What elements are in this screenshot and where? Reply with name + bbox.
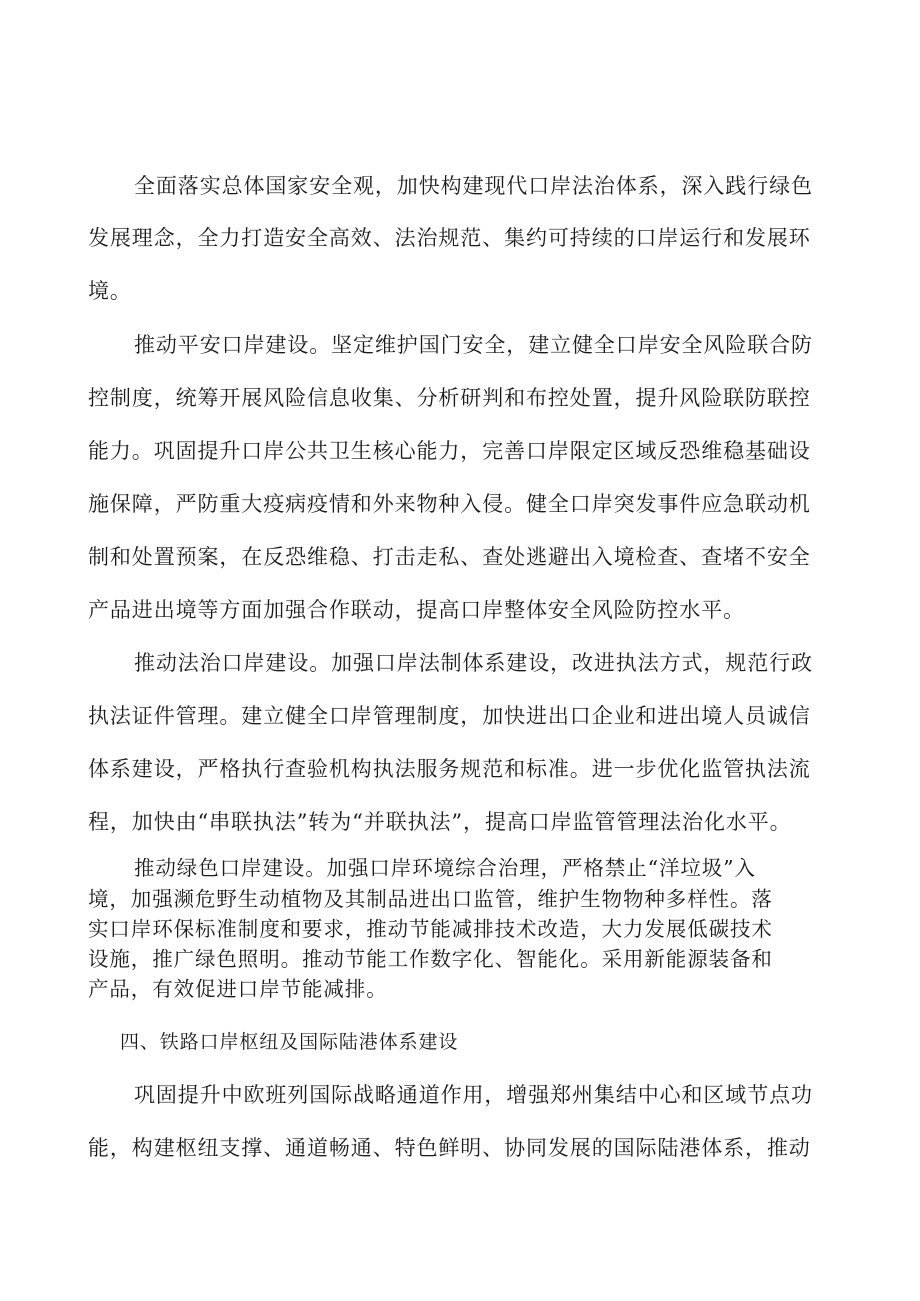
paragraph-legal-port-line-3: 体系建设，严格执行查验机构执法服务规范和标准。进一步优化监管执法流 [88, 757, 811, 781]
paragraph-green-port-line-4: 设施，推广绿色照明。推动节能工作数字化、智能化。采用新能源装备和 [88, 947, 773, 971]
paragraph-legal-port-line-1: 推动法治口岸建设。加强口岸法制体系建设，改进执法方式，规范行政 [134, 651, 813, 675]
paragraph-safe-port-line-4: 施保障，严防重大疫病疫情和外来物种入侵。健全口岸突发事件应急联动机 [88, 492, 811, 516]
paragraph-safe-port-line-6: 产品进出境等方面加强合作联动，提高口岸整体安全风险防控水平。 [88, 598, 745, 622]
paragraph-green-port-line-3: 实口岸环保标准制度和要求，推动节能减排技术改造，大力发展低碳技术 [88, 917, 773, 941]
paragraph-safe-port-line-3: 能力。巩固提升口岸公共卫生核心能力，完善口岸限定区域反恐维稳基础设 [88, 439, 811, 463]
paragraph-safe-port-line-1: 推动平安口岸建设。坚定维护国门安全，建立健全口岸安全风险联合防 [134, 333, 813, 357]
section-heading: 四、铁路口岸枢纽及国际陆港体系建设 [120, 1031, 459, 1053]
paragraph-legal-port-line-4: 程，加快由“串联执法”转为“并联执法”，提高口岸监管管理法治化水平。 [88, 810, 792, 834]
paragraph-green-port-line-2: 境，加强濒危野生动植物及其制品进出口监管，维护生物物种多样性。落 [88, 887, 773, 911]
paragraph-intro-line-3: 境。 [88, 279, 132, 303]
paragraph-railway-line-2: 能，构建枢纽支撑、通道畅通、特色鲜明、协同发展的国际陆港体系，推动 [88, 1136, 811, 1160]
paragraph-legal-port-line-2: 执法证件管理。建立健全口岸管理制度，加快进出口企业和进出境人员诚信 [88, 704, 811, 728]
paragraph-green-port-line-5: 产品，有效促进口岸节能减排。 [88, 977, 388, 1001]
paragraph-intro-line-2: 发展理念，全力打造安全高效、法治规范、集约可持续的口岸运行和发展环 [88, 226, 811, 250]
paragraph-railway-line-1: 巩固提升中欧班列国际战略通道作用，增强郑州集结中心和区域节点功 [134, 1083, 813, 1107]
paragraph-green-port-line-1: 推动绿色口岸建设。加强口岸环境综合治理，严格禁止“洋垃圾”入 [134, 856, 756, 880]
paragraph-safe-port-line-5: 制和处置预案，在反恐维稳、打击走私、查处逃避出入境检查、查堵不安全 [88, 545, 811, 569]
paragraph-intro-line-1: 全面落实总体国家安全观，加快构建现代口岸法治体系，深入践行绿色 [134, 174, 813, 198]
paragraph-safe-port-line-2: 控制度，统筹开展风险信息收集、分析研判和布控处置，提升风险联防联控 [88, 386, 811, 410]
